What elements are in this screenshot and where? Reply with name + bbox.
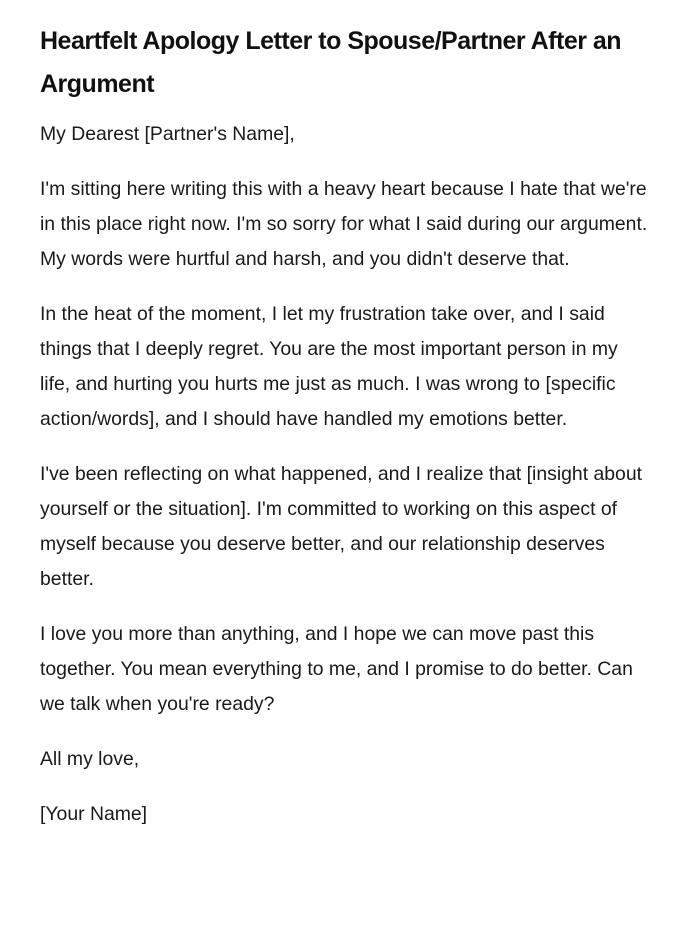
letter-title: Heartfelt Apology Letter to Spouse/Partner After an Argument — [40, 27, 622, 98]
letter-paragraph-3: I've been reflecting on what happened, and I realize that [insight about yourself or the situation]. I'm committed to working on this aspect of myself because you deserve better, and our relationship deserves better. — [40, 463, 642, 590]
letter-document — [40, 20, 650, 852]
letter-paragraph-1: I'm sitting here writing this with a heavy heart because I hate that we're in this place right now. I'm so sorry for what I said during our argument. My words were hurtful and harsh, and you didn't deserve that. — [40, 178, 648, 270]
letter-closing: All my love, — [40, 748, 140, 770]
letter-signature: [Your Name] — [40, 803, 148, 825]
letter-salutation: My Dearest [Partner's Name], — [40, 123, 295, 145]
letter-paragraph-4: I love you more than anything, and I hope we can move past this together. You mean everything to me, and I promise to do better. Can we talk when you're ready? — [40, 623, 633, 715]
letter-paragraph-2: In the heat of the moment, I let my frustration take over, and I said things that I deeply regret. You are the most important person in my life, and hurting you hurts me just as much. I was wrong to [specific action/words], and I should have handled my emotions better. — [40, 303, 618, 430]
